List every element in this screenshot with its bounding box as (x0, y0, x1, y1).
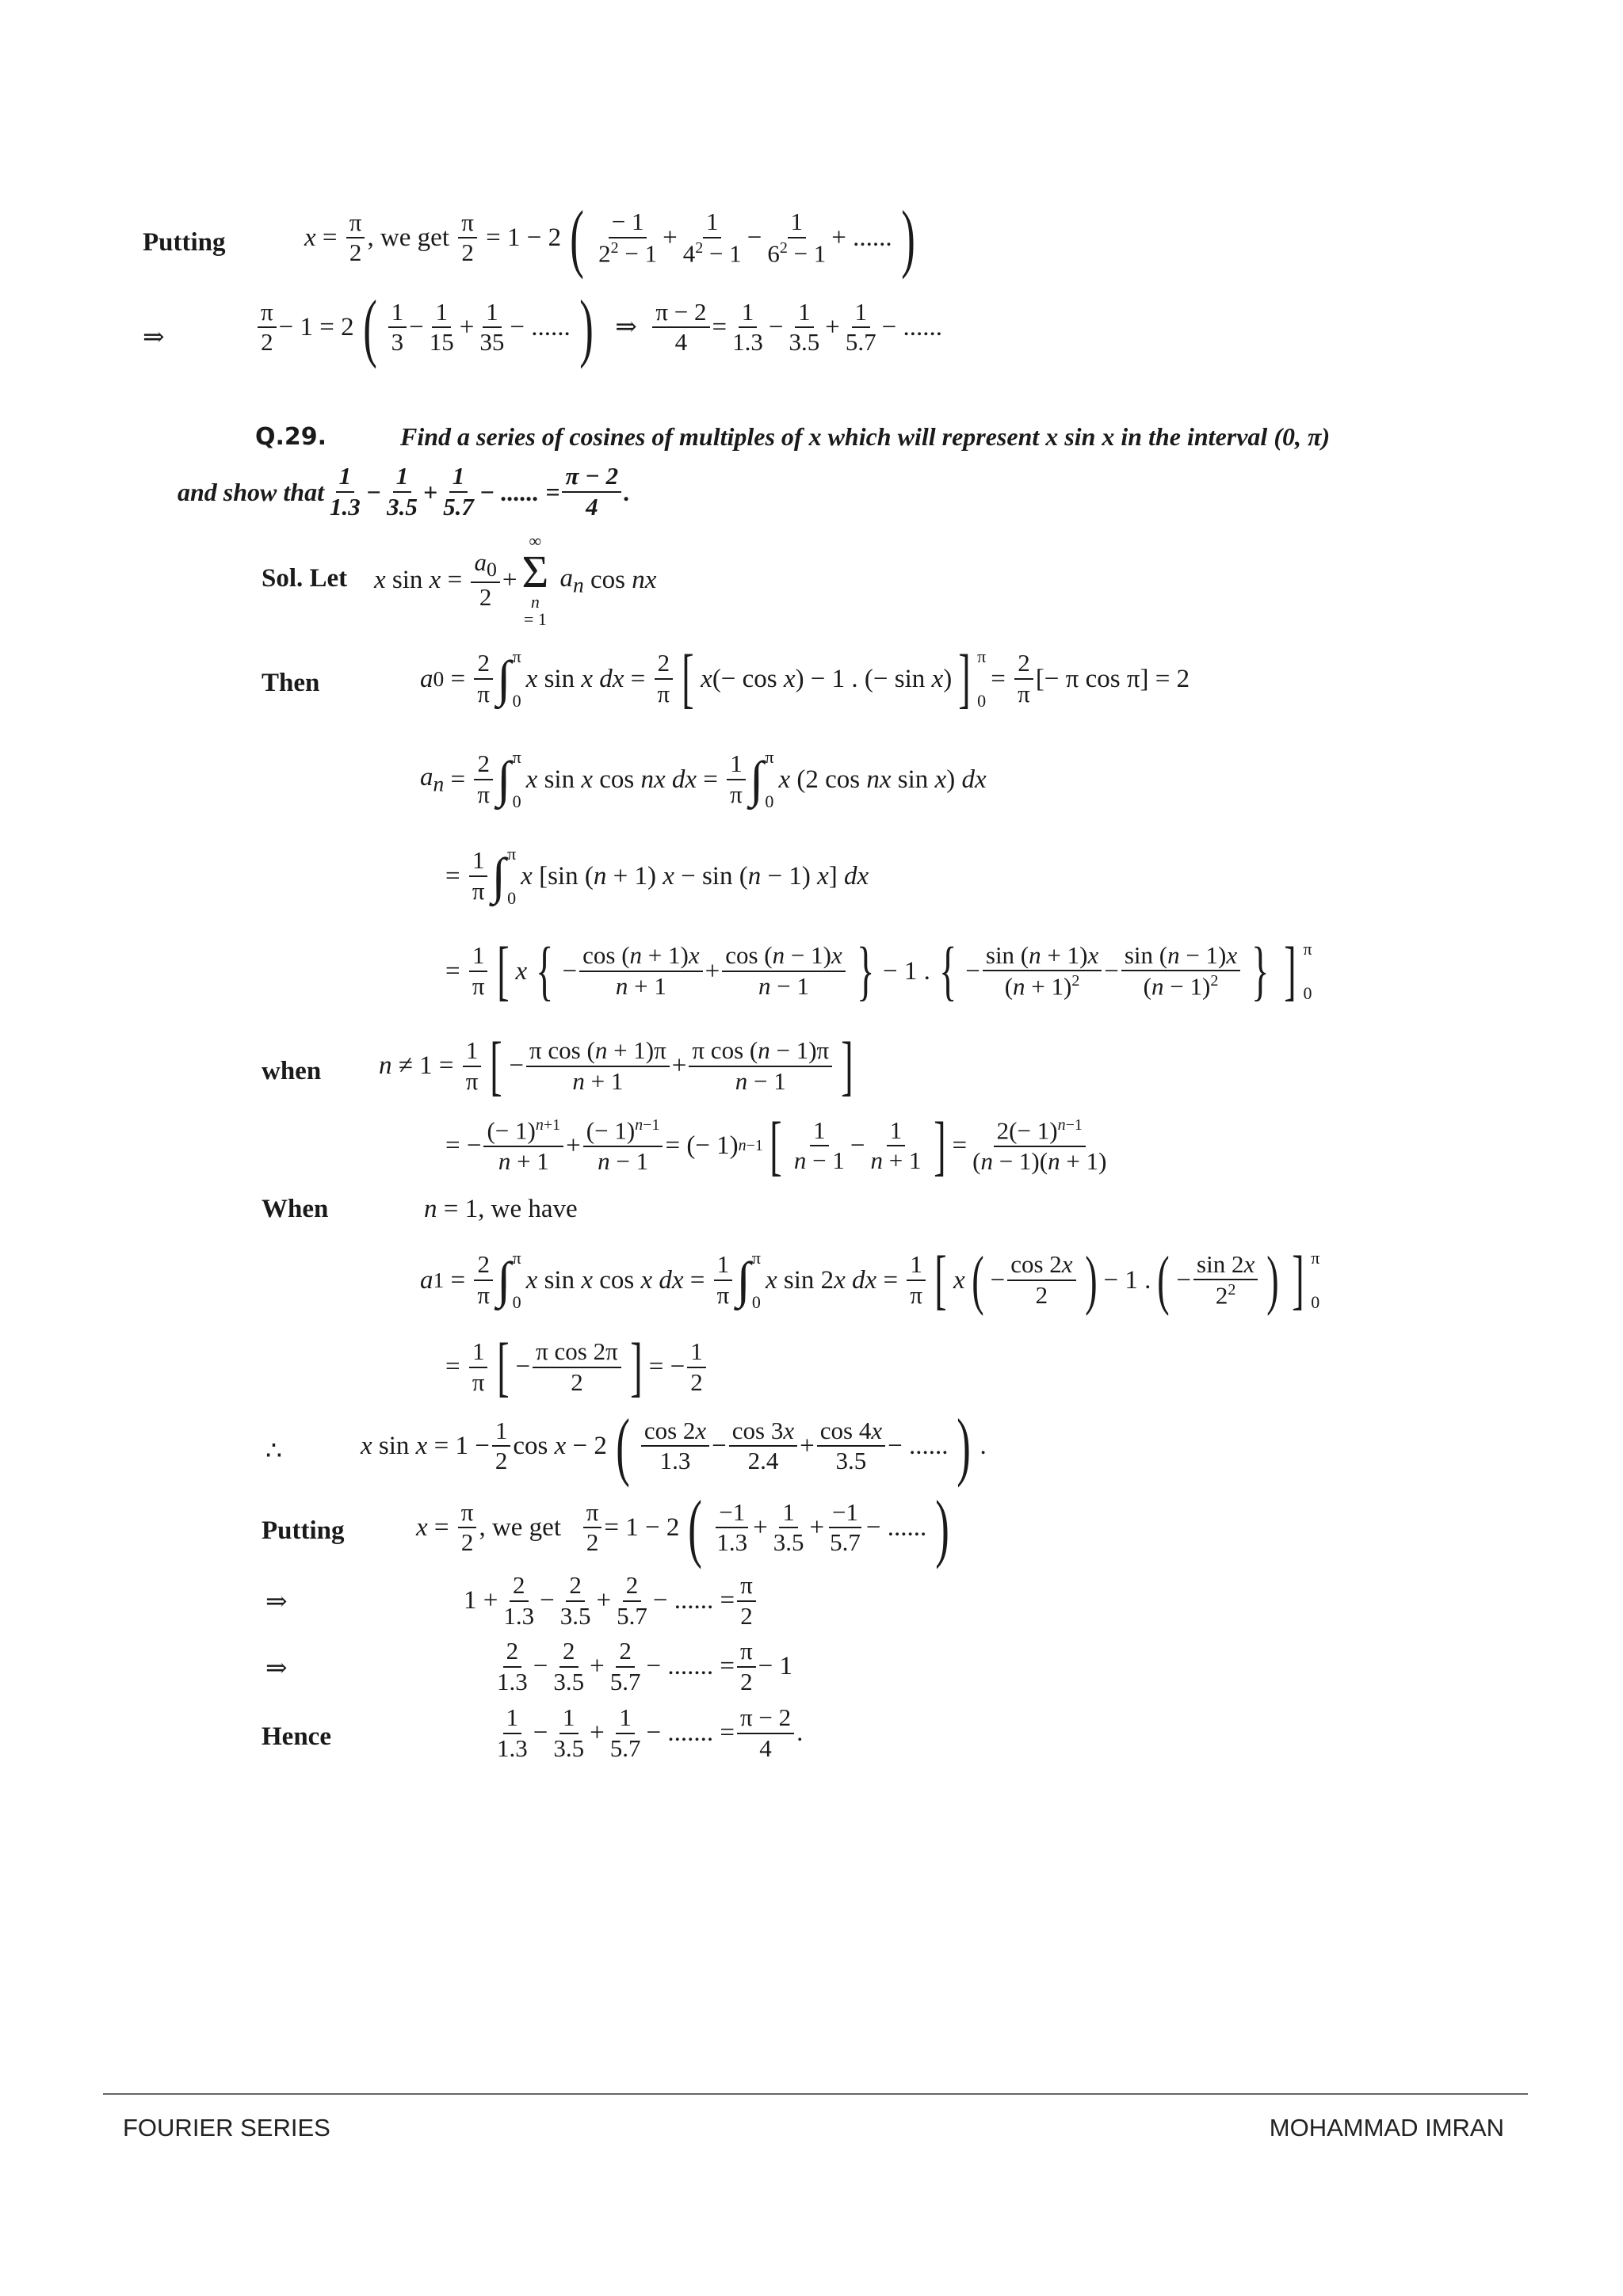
a1-eq2: = $\frac{1}{\pi}$ [ − $\frac{\text{π cos 2π}}{2}$ ] = − $\frac{1}{2}$ (445, 1339, 708, 1395)
sol-label: Sol. Let (262, 564, 348, 593)
series-eq: x sin x = 1 − $\frac{1}{2}$ cos x − 2 ( $\frac{\cos 2x}{1.3}$ − $\frac{\cos 3x}{2.4}$ + $\frac{\cos 4x}{3.5}$ − ...... ) . (361, 1403, 987, 1488)
when-eq: n ≠ 1 = $\frac{1}{\pi}$ [ − $\frac{\text{π cos (n + 1)π}}{n + 1}$ + $\frac{\text{π cos (n − 1)π}}{n - 1}$ ] (379, 1028, 854, 1103)
step2-arrow: ⇒ (265, 1654, 288, 1683)
top-arrow: ⇒ (143, 323, 165, 352)
top-putting-label: Putting (143, 228, 226, 257)
step2-eq: $\frac{2}{1.3}$ − $\frac{2}{3.5}$ + $\frac{2}{5.7}$ − ....... = $\frac{\pi}{2}$ − 1 (497, 1637, 793, 1695)
step1-arrow: ⇒ (265, 1588, 288, 1616)
a0-eq: a 0 = $\frac{2}{\pi}$ ∫ π 0 x sin x dx = $\frac{2}{\pi}$ [ x (− cos x ) − 1 . (− sin x ) ] π 0 = $\frac{2}{\pi}$ [− π cos π] = 2 (420, 642, 1190, 716)
put-eq: x = $\frac{\pi}{2}$ , we get $\frac{\pi}{2}$ = 1 − 2 ( $\frac{-1}{1.3}$ + $\frac{1}{3.5}$ + $\frac{-1}{5.7}$ − ...... ) (416, 1485, 949, 1569)
footer-right: MOHAMMAD IMRAN (1269, 2114, 1504, 2142)
when2-text: n = 1, we have (424, 1195, 578, 1223)
an-eq1: $a_n$ = $\frac{2}{\pi}$ ∫ π 0 x sin x cos nx dx = $\frac{1}{\pi}$ ∫ π 0 x (2 cos nx sin x ) dx (420, 747, 987, 811)
when-label: when (262, 1057, 322, 1085)
hence-label: Hence (262, 1722, 331, 1751)
an-eq2: = $\frac{1}{\pi}$ ∫ π 0 x [sin ( n + 1) x − sin ( n − 1) x ] dx (445, 844, 869, 908)
footer-left: FOURIER SERIES (123, 2114, 330, 2142)
top-eq1: x = $\frac{\pi}{2}$ , we get $\frac{\pi}{2}$ = 1 − 2 ( $\frac{- 1}{2^2 - 1}$ + $\frac{1}{4^2 - 1}$ − $\frac{1}{6^2 - 1}$ + ...... ) (304, 195, 915, 280)
step1-eq: 1 + $\frac{2}{1.3}$ − $\frac{2}{3.5}$ + $\frac{2}{5.7}$ − ...... = $\frac{\pi}{2}$ (464, 1573, 758, 1629)
question-text2: and show that $\frac{1}{1.3}$ − $\frac{1}{3.5}$ + $\frac{1}{5.7}$ − ...... = $\frac{\pi - 2}{4}$ . (178, 462, 631, 521)
footer-rule (103, 2093, 1528, 2095)
then-label: Then (262, 669, 320, 697)
sol-let-eq: x sin x = $\frac{a_0}{2}$ + ∞ Σ n = 1 $a_n$ cos nx (374, 531, 657, 630)
question-number: Q.29. (255, 423, 327, 451)
a1-eq: a 1 = $\frac{2}{\pi}$ ∫ π 0 x sin x cos x dx = $\frac{1}{\pi}$ ∫ π 0 x sin 2 x dx = $\frac{1}{\pi}$ [ x ( − $\frac{\cos 2x}{2}$ ) − 1 . ( − $\frac{\sin 2x}{2^2}$ ) ] π 0 (420, 1243, 1320, 1318)
when2-label: When (262, 1195, 329, 1223)
putting-label: Putting (262, 1516, 345, 1545)
therefore-symbol: ∴ (265, 1437, 282, 1466)
question-text: Find a series of cosines of multiples of x which will represent x sin x in the interval (0, π) (400, 422, 1331, 451)
hence-eq: $\frac{1}{1.3}$ − $\frac{1}{3.5}$ + $\frac{1}{5.7}$ − ....... = $\frac{\pi - 2}{4}$ . (497, 1703, 804, 1762)
when-eq2: = − $\frac{(- 1)^{n+1}}{n + 1}$ + $\frac{(- 1)^{n-1}}{n - 1}$ = (− 1) n−1 [ $\frac{1}{n - 1}$ − $\frac{1}{n + 1}$ ] = $\frac{2(- 1)^{n-1}}{(n - 1)(n + 1)}$ (445, 1108, 1107, 1183)
an-eq3: = $\frac{1}{\pi}$ [ x { − $\frac{\cos (n + 1)x}{n + 1}$ + $\frac{\cos (n - 1)x}{n - 1}$ } − 1 . { − $\frac{\sin (n + 1)x}{(n + 1)^2}$ − $\frac{\sin (n - 1)x}{(n - 1)^2}$ } ] π 0 (445, 934, 1312, 1009)
top-eq2: $\frac{\pi}{2}$ − 1 = 2 ( $\frac{1}{3}$ − $\frac{1}{15}$ + $\frac{1}{35}$ − ...... ) ⇒ $\frac{\pi - 2}{4}$ = $\frac{1}{1.3}$ − $\frac{1}{3.5}$ + $\frac{1}{5.7}$ − ...... (255, 297, 942, 358)
